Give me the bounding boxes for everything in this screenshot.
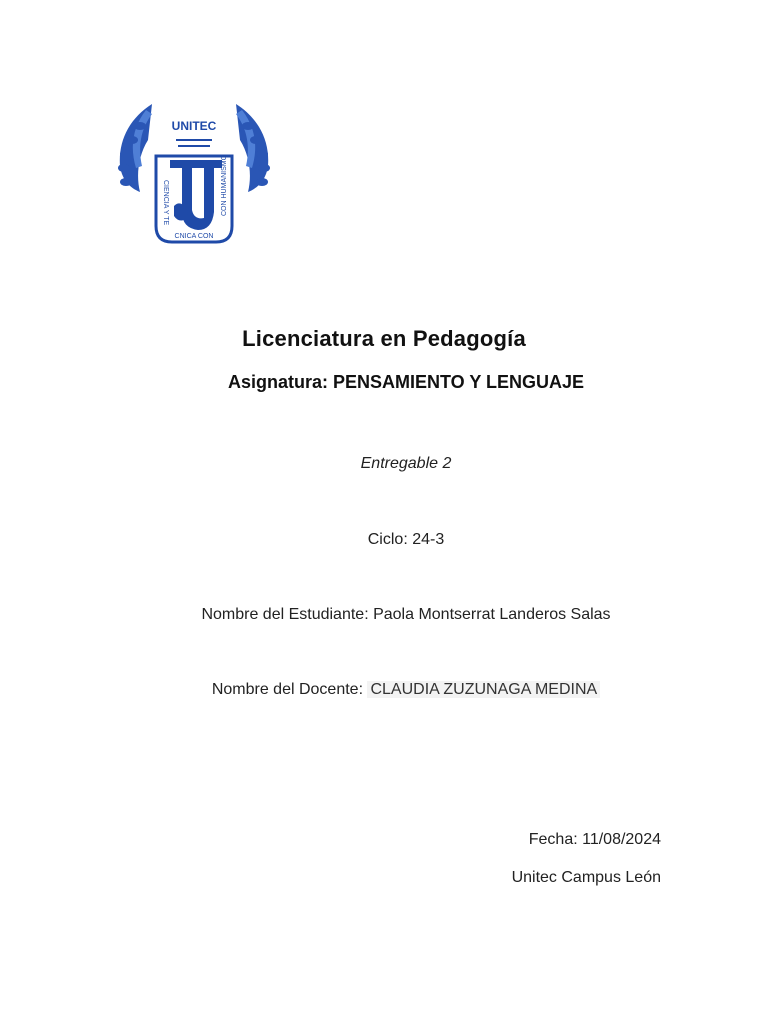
logo-wordmark: UNITEC	[171, 119, 217, 133]
svg-text:CIENCIA Y TE: CIENCIA Y TE	[162, 180, 169, 226]
teacher-label: Nombre del Docente:	[211, 681, 368, 698]
subject-line: Asignatura: PENSAMIENTO Y LENGUAJE	[227, 372, 585, 392]
cycle-line: Ciclo: 24-3	[367, 531, 445, 548]
date-line: Fecha: 11/08/2024	[528, 831, 661, 848]
document-title: Licenciatura en Pedagogía	[242, 326, 526, 351]
unitec-logo	[112, 96, 276, 248]
svg-text:CNICA CON: CNICA CON	[174, 233, 214, 240]
teacher-name: CLAUDIA ZUZUNAGA MEDINA	[367, 681, 600, 698]
svg-text:CON HUMANISMO: CON HUMANISMO	[221, 154, 228, 216]
campus-line: Unitec Campus León	[511, 869, 661, 886]
student-name-line: Nombre del Estudiante: Paola Montserrat Landeros Salas	[201, 606, 611, 623]
deliverable-label: Entregable 2	[360, 455, 452, 472]
teacher-name-line	[22, 681, 768, 699]
